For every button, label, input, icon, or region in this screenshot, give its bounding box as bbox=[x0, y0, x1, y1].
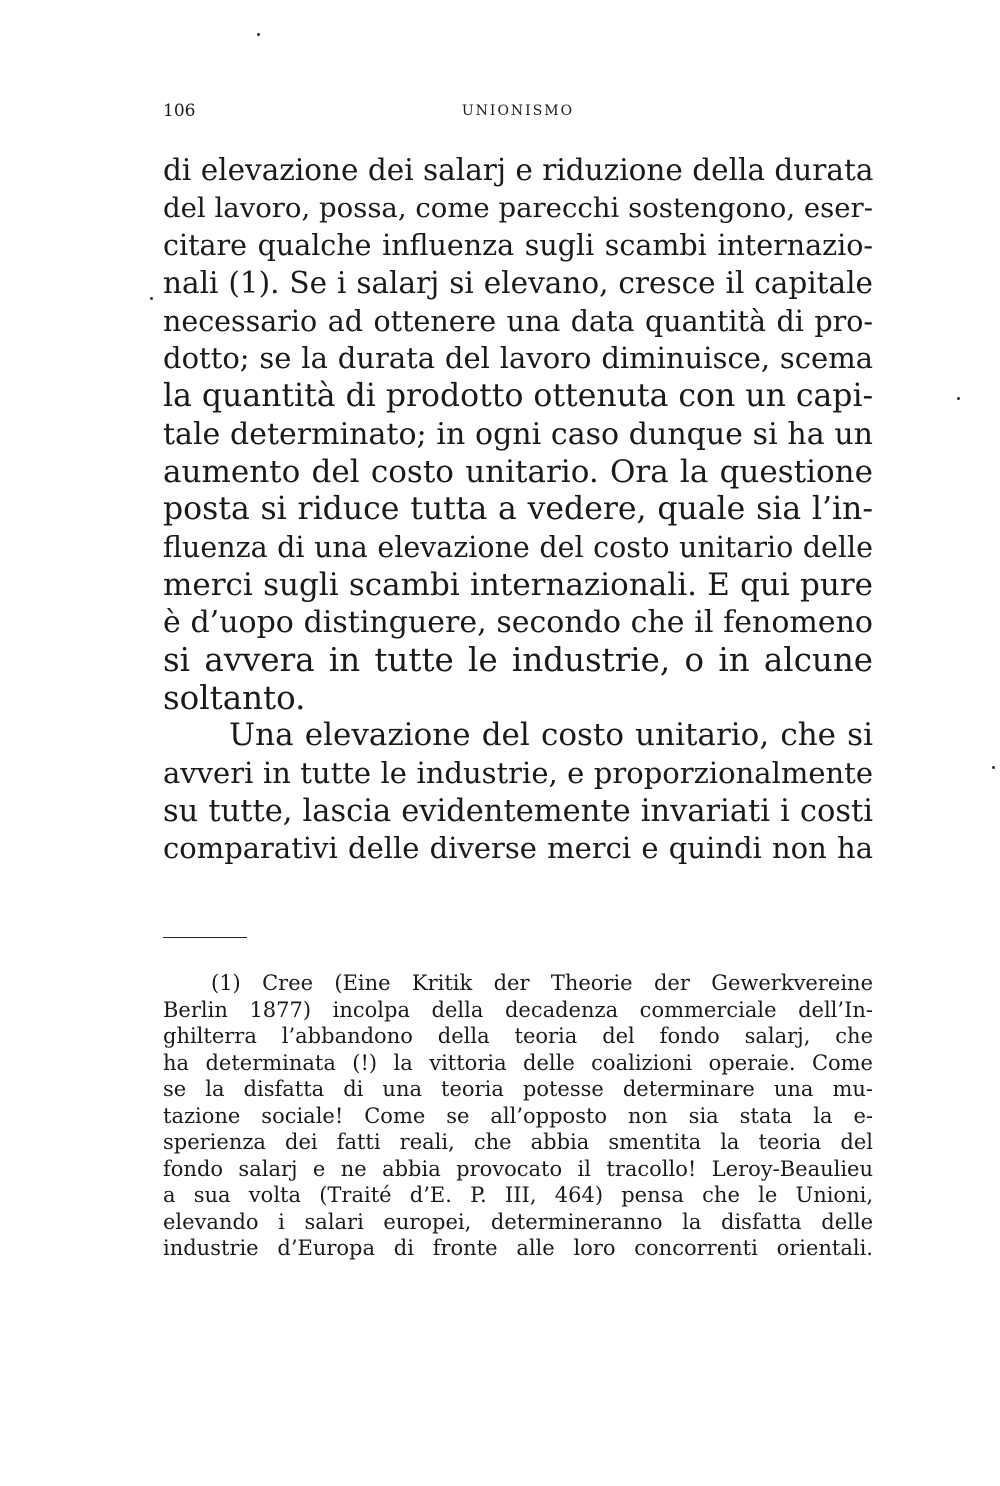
footnote-line: fondo salarj e ne abbia provocato il tracollo! Leroy-Beaulieu bbox=[163, 1156, 873, 1181]
footnote-line: ghilterra l’abbandono della teoria del fondo salarj, che bbox=[163, 1024, 873, 1048]
paragraph-start-line: Una elevazione del costo unitario, che si bbox=[229, 717, 873, 754]
footnote-line: a sua volta (Traité d’E. P. III, 464) pensa che le Unioni, bbox=[163, 1183, 873, 1207]
text-line: nali (1). Se i salarj si elevano, cresce il capitale bbox=[163, 266, 873, 301]
text-line: comparativi delle diverse merci e quindi non ha bbox=[163, 831, 873, 866]
body-text bbox=[163, 152, 873, 868]
footnote-line: se la disfatta di una teoria potesse determinare una mu- bbox=[163, 1077, 873, 1101]
text-line: si avvera in tutte le industrie, o in alcune bbox=[163, 640, 873, 679]
text-line: avveri in tutte le industrie, e proporzionalmente bbox=[163, 756, 873, 790]
page-number: 106 bbox=[163, 101, 196, 121]
footnote-line: tazione sociale! Come se all’opposto non sia stata la e- bbox=[163, 1103, 873, 1128]
text-line: citare qualche influenza sugli scambi internazio- bbox=[163, 229, 873, 263]
text-line: merci sugli scambi internazionali. E qui pure bbox=[163, 566, 873, 603]
ink-speck bbox=[957, 397, 960, 400]
footnote bbox=[163, 970, 873, 1262]
footnote-separator bbox=[163, 937, 247, 938]
ink-speck bbox=[992, 766, 995, 769]
page-header bbox=[163, 101, 873, 131]
running-head: UNIONISMO bbox=[461, 103, 575, 119]
text-line: la quantità di prodotto ottenuta con un capi- bbox=[163, 378, 874, 415]
text-line: di elevazione dei salarj e riduzione della durata bbox=[163, 153, 874, 187]
footnote-line: ha determinata (!) la vittoria delle coalizioni operaie. Come bbox=[163, 1050, 873, 1075]
text-line: tale determinato; in ogni caso dunque si ha un bbox=[163, 416, 873, 452]
text-line: soltanto. bbox=[163, 678, 306, 717]
text-line: fluenza di una elevazione del costo unitario delle bbox=[163, 530, 873, 564]
text-line: dotto; se la durata del lavoro diminuisce, scema bbox=[163, 341, 873, 376]
footnote-line: industrie d’Europa di fronte alle loro concorrenti orientali. bbox=[163, 1236, 873, 1260]
footnote-line: Berlin 1877) incolpa della decadenza commerciale dell’In- bbox=[163, 997, 873, 1022]
text-line: necessario ad ottenere una data quantità di pro- bbox=[163, 304, 873, 338]
text-line: è d’uopo distinguere, secondo che il fenomeno bbox=[163, 605, 873, 641]
text-line: del lavoro, possa, come parecchi sostengono, eser- bbox=[163, 191, 873, 224]
ink-speck bbox=[150, 297, 153, 300]
footnote-line: elevando i salari europei, determineranno la disfatta delle bbox=[163, 1209, 873, 1234]
text-line: aumento del costo unitario. Ora la questione bbox=[163, 453, 873, 490]
footnote-line: (1) Cree (Eine Kritik der Theorie der Gewerkvereine bbox=[211, 971, 873, 995]
text-line: posta si riduce tutta a vedere, quale sia l’in- bbox=[163, 491, 873, 528]
text-line: su tutte, lascia evidentemente invariati i costi bbox=[163, 793, 873, 829]
footnote-line: sperienza dei fatti reali, che abbia smentita la teoria del bbox=[163, 1130, 873, 1154]
ink-speck bbox=[257, 33, 260, 36]
